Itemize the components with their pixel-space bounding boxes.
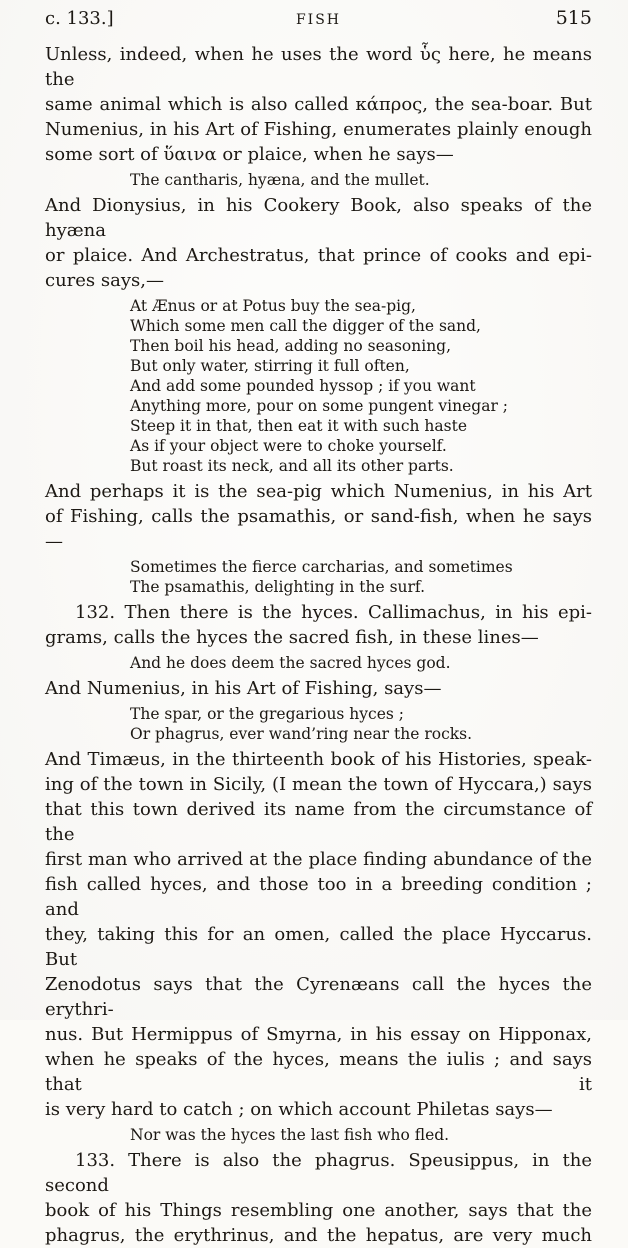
text-line: And perhaps it is the sea-pig which Numenius, in his Art	[45, 481, 592, 502]
text-line: fish called hyces, and those too in a breeding condition ; and	[45, 874, 592, 920]
text-line: The cantharis, hyæna, and the mullet.	[130, 171, 430, 189]
verse-block	[130, 557, 592, 597]
text-line: Steep it in that, then eat it with such haste	[130, 417, 468, 435]
verse-block	[130, 296, 592, 476]
text-line: Or phagrus, ever wand’ring near the rocks.	[130, 725, 473, 743]
text-line: The psamathis, delighting in the surf.	[130, 578, 426, 596]
text-line: And he does deem the sacred hyces god.	[130, 654, 451, 672]
verse-block	[130, 653, 592, 673]
verse-block	[130, 170, 592, 190]
text-line: cures says,—	[45, 270, 164, 291]
verse-block	[130, 1125, 592, 1145]
text-line: And Numenius, in his Art of Fishing, says—	[45, 678, 442, 699]
text-line: Numenius, in his Art of Fishing, enumerates plainly enough	[45, 119, 592, 140]
text-line: some sort of ὕαινα or plaice, when he says—	[45, 144, 454, 165]
text-line: But roast its neck, and all its other parts.	[130, 457, 454, 475]
text-line: that this town derived its name from the circumstance of the	[45, 799, 592, 845]
text-line: they, taking this for an omen, called the place Hyccarus. But	[45, 924, 592, 970]
paragraph	[45, 747, 592, 1122]
text-line: 133. There is also the phagrus. Speusippus, in the second	[45, 1150, 592, 1196]
text-line: or plaice. And Archestratus, that prince of cooks and epi-	[45, 245, 592, 266]
text-line: But only water, stirring it full often,	[130, 357, 410, 375]
page-header	[45, 7, 592, 29]
text-line: grams, calls the hyces the sacred fish, in these lines—	[45, 627, 539, 648]
text-line: nus. But Hermippus of Smyrna, in his essay on Hipponax,	[45, 1024, 592, 1045]
header-section-ref: c. 133.]	[45, 8, 114, 29]
text-line: The spar, or the gregarious hyces ;	[130, 705, 405, 723]
text-line: And Timæus, in the thirteenth book of his Histories, speak-	[45, 749, 592, 770]
text-line: Zenodotus says that the Cyrenæans call the hyces the erythri-	[45, 974, 592, 1020]
text-line: 132. Then there is the hyces. Callimachus, in his epi-	[75, 602, 592, 623]
paragraph	[45, 676, 592, 701]
page-body	[45, 42, 592, 1248]
text-line: Anything more, pour on some pungent vinegar ;	[130, 397, 509, 415]
verse-block	[130, 704, 592, 744]
text-line: of Fishing, calls the psamathis, or sand-fish, when he says—	[45, 506, 592, 552]
text-line: Sometimes the fierce carcharias, and sometimes	[130, 558, 513, 576]
paragraph	[45, 42, 592, 167]
text-line: phagrus, the erythrinus, and the hepatus, are very much	[45, 1225, 592, 1246]
text-line: Then boil his head, adding no seasoning,	[130, 337, 452, 355]
text-line: And add some pounded hyssop ; if you want	[130, 377, 476, 395]
paragraph	[45, 479, 592, 554]
text-line: As if your object were to choke yourself.	[130, 437, 447, 455]
header-page-number: 515	[555, 7, 592, 29]
header-running-title: FISH	[295, 12, 342, 28]
text-line: Nor was the hyces the last fish who fled.	[130, 1126, 450, 1144]
paragraph	[45, 1148, 592, 1248]
text-line: At Ænus or at Potus buy the sea-pig,	[130, 297, 416, 315]
text-line: is very hard to catch ; on which account Philetas says—	[45, 1099, 553, 1120]
text-line: same animal which is also called κάπρος, the sea-boar. But	[45, 94, 592, 115]
text-line: first man who arrived at the place finding abundance of the	[45, 849, 592, 870]
text-line: book of his Things resembling one another, says that the	[45, 1200, 592, 1221]
text-line: when he speaks of the hyces, means the iulis ; and says that it	[45, 1049, 592, 1095]
text-line: And Dionysius, in his Cookery Book, also speaks of the hyæna	[45, 195, 592, 241]
paragraph	[45, 193, 592, 293]
text-line: ing of the town in Sicily, (I mean the town of Hyccara,) says	[45, 774, 592, 795]
paragraph	[45, 600, 592, 650]
text-line: Which some men call the digger of the sand,	[130, 317, 481, 335]
text-line: Unless, indeed, when he uses the word ὗς here, he means the	[45, 44, 592, 90]
